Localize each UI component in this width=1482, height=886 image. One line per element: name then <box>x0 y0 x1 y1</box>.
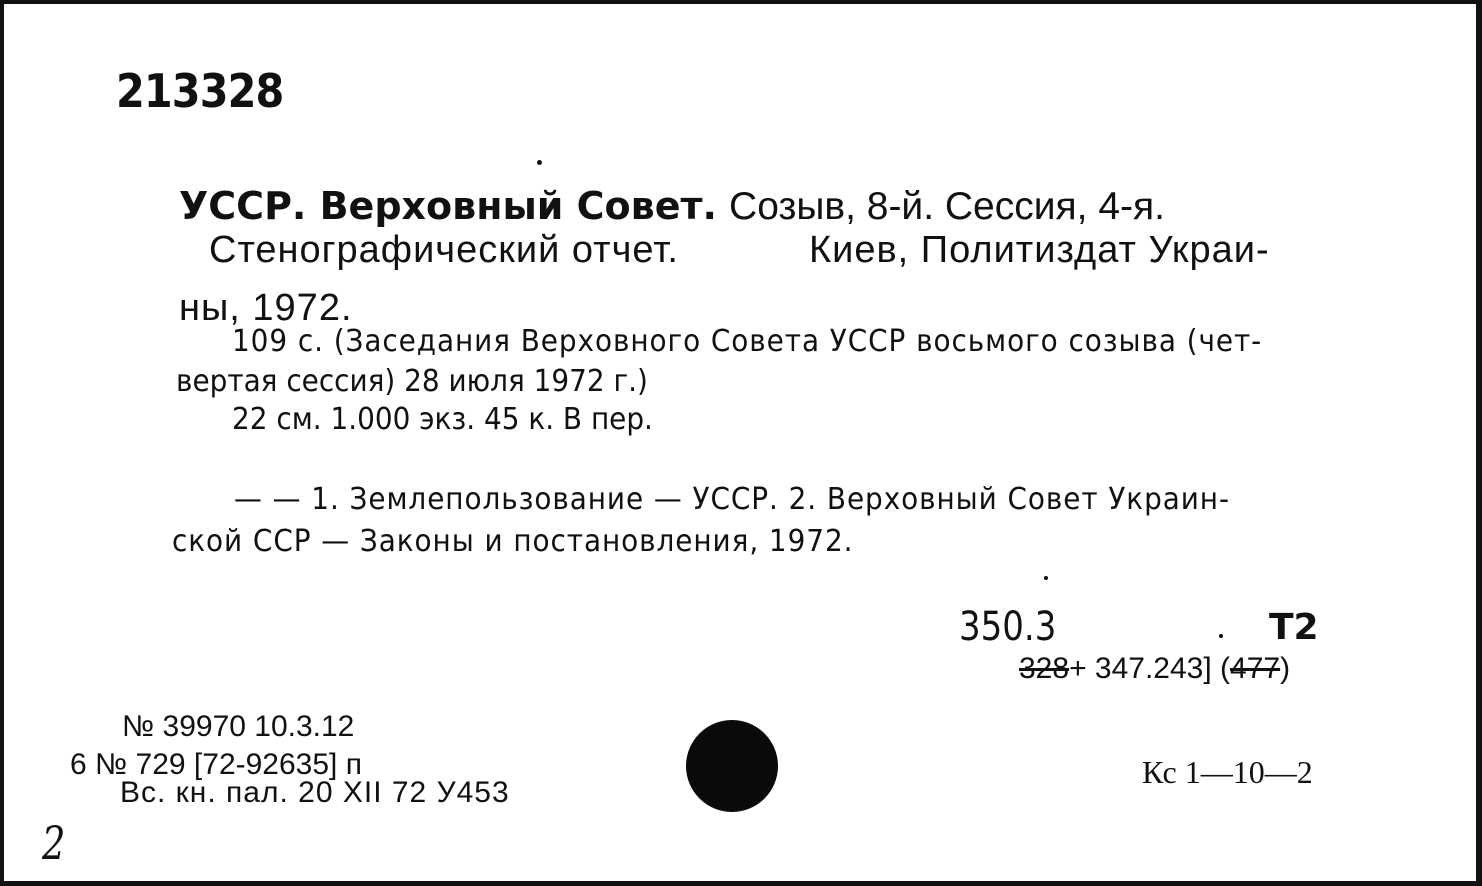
footer-line-3: Вс. кн. пал. 20 XII 72 У453 <box>120 776 510 809</box>
entry-imprint: Киев, Политиздат Украи- <box>809 229 1270 271</box>
ink-dot <box>537 160 542 165</box>
struck-number: 328 <box>1019 652 1070 685</box>
heading-rest: Созыв, 8-й. Сессия, 4-я. <box>729 185 1165 228</box>
close-paren: ) <box>1280 652 1291 685</box>
handwritten-class-code: 350.3 <box>959 604 1057 650</box>
handwritten-mark: Т2 <box>1269 607 1319 648</box>
ink-dot <box>1219 634 1223 638</box>
collation-line-3: 22 см. 1.000 экз. 45 к. В пер. <box>232 402 653 437</box>
tracing-line-2: ской ССР — Законы и постановления, 1972. <box>172 524 854 559</box>
struck-paren-number: 477 <box>1230 652 1281 685</box>
footer-line-2: 6 № 729 [72-92635] п <box>70 748 362 781</box>
corner-handwritten-mark: 2 <box>42 816 66 870</box>
entry-title: Стенографический отчет. <box>209 229 679 271</box>
tracing-line-1: — — 1. Землепользование — УССР. 2. Верховный Совет Украин- <box>234 482 1230 517</box>
entry-heading <box>179 184 1165 229</box>
entry-imprint-cont: ны, 1972. <box>179 287 353 329</box>
heading-bold: УССР. Верховный Совет. <box>179 184 717 228</box>
collation-line-1: 109 с. (Заседания Верховного Совета УССР восьмого созыва (чет- <box>232 324 1263 359</box>
punch-hole <box>686 720 778 812</box>
classification-number <box>1019 652 1290 686</box>
added-number: + 347.243] ( <box>1069 652 1231 685</box>
collation-line-2: вертая сессия) 28 июля 1972 г.) <box>176 364 648 399</box>
footer-line-1: № 39970 10.3.12 <box>122 710 355 743</box>
kc-code: Кс 1—10—2 <box>1142 754 1313 790</box>
ink-dot <box>1044 576 1048 580</box>
inventory-number: 213328 <box>116 64 284 118</box>
